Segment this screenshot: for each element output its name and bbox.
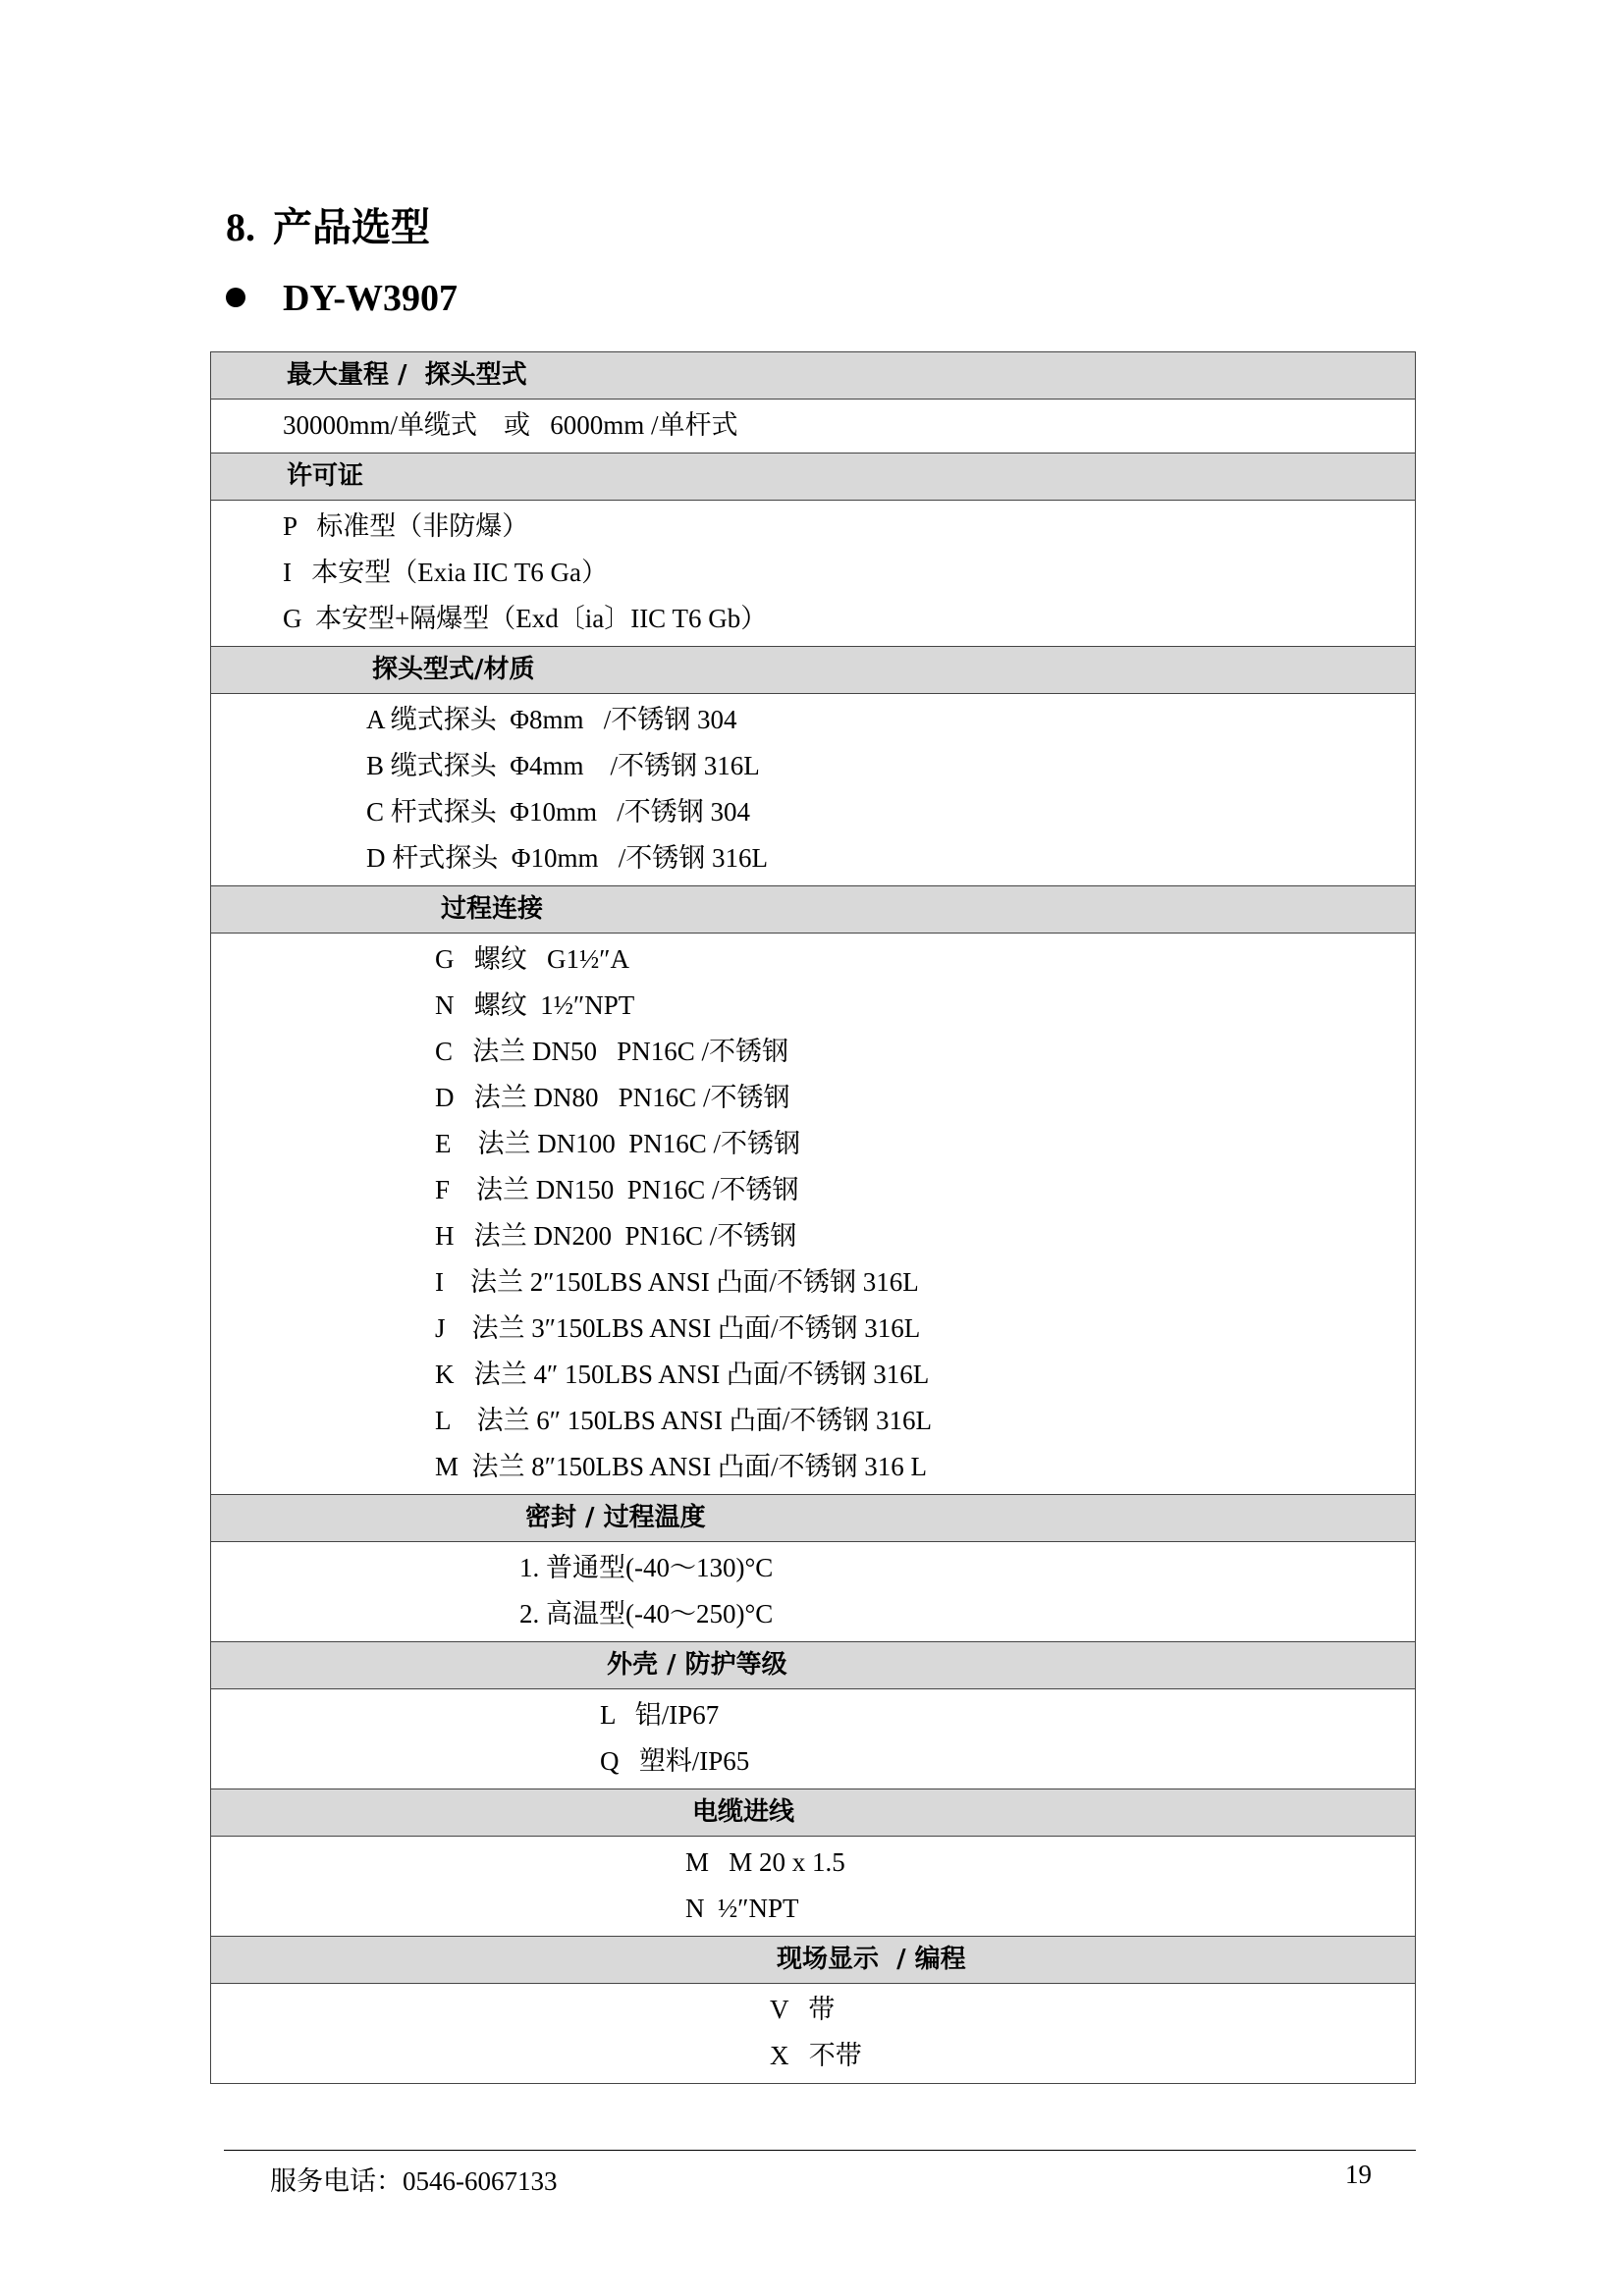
option-item: G 本安型+隔爆型（Exd〔ia〕IIC T6 Gb） — [283, 604, 768, 633]
model-name: DY-W3907 — [283, 278, 459, 319]
section-header-label: 密封 / 过程温度 — [525, 1503, 706, 1532]
section-options-cell — [211, 1837, 1416, 1937]
section-title: 产品选型 — [273, 205, 430, 250]
option-item: Q 塑料/IP65 — [600, 1746, 750, 1776]
option-item: P 标准型（非防爆） — [283, 511, 529, 541]
section-header-row — [211, 352, 1416, 400]
section-options-cell — [211, 694, 1416, 886]
section-options-row — [211, 1689, 1416, 1789]
option-item: L 法兰 6″ 150LBS ANSI 凸面/不锈钢 316L — [435, 1406, 933, 1435]
selection-table — [210, 351, 1416, 2084]
section-header-label: 现场显示 / 编程 — [777, 1945, 966, 1974]
section-options-cell — [211, 1542, 1416, 1642]
section-header-row — [211, 886, 1416, 934]
section-options-row — [211, 1984, 1416, 2084]
section-header-label: 探头型式/材质 — [372, 655, 535, 684]
section-header-cell — [211, 352, 1416, 400]
section-header-row — [211, 1789, 1416, 1837]
section-header-row — [211, 647, 1416, 694]
section-header-cell — [211, 1937, 1416, 1984]
option-item: E 法兰 DN100 PN16C /不锈钢 — [435, 1129, 801, 1158]
section-options-row — [211, 1837, 1416, 1937]
section-header-row — [211, 1937, 1416, 1984]
section-header-label: 电缆进线 — [692, 1797, 795, 1827]
option-item: B 缆式探头 Φ4mm /不锈钢 316L — [366, 751, 760, 780]
section-options-cell — [211, 400, 1416, 454]
option-item: N 螺纹 1½″NPT — [435, 990, 635, 1020]
option-item: L 铝/IP67 — [600, 1700, 720, 1730]
option-item: C 杆式探头 Φ10mm /不锈钢 304 — [366, 797, 750, 827]
section-options-cell — [211, 501, 1416, 647]
section-header-label: 外壳 / 防护等级 — [607, 1650, 787, 1680]
option-item: I 法兰 2″150LBS ANSI 凸面/不锈钢 316L — [435, 1267, 919, 1297]
section-options-row — [211, 501, 1416, 647]
section-header-cell — [211, 1495, 1416, 1542]
option-item: A 缆式探头 Φ8mm /不锈钢 304 — [366, 705, 737, 734]
option-item: 1. 普通型(-40～130)°C — [519, 1553, 774, 1582]
section-number: 8. — [226, 205, 255, 249]
section-header-cell — [211, 886, 1416, 934]
section-header-cell — [211, 1642, 1416, 1689]
section-options-row — [211, 400, 1416, 454]
option-item: I 本安型（Exia IIC T6 Ga） — [283, 558, 608, 587]
option-item: M M 20 x 1.5 — [685, 1847, 845, 1877]
section-header-cell — [211, 647, 1416, 694]
section-options-cell — [211, 934, 1416, 1495]
option-item: J 法兰 3″150LBS ANSI 凸面/不锈钢 316L — [435, 1313, 921, 1343]
option-item: C 法兰 DN50 PN16C /不锈钢 — [435, 1037, 789, 1066]
option-item: V 带 — [770, 1995, 836, 2024]
page-number: 19 — [1345, 2160, 1372, 2189]
section-header-cell — [211, 454, 1416, 501]
section-header-label: 许可证 — [287, 461, 364, 491]
option-item: F 法兰 DN150 PN16C /不锈钢 — [435, 1175, 799, 1204]
bullet-icon — [226, 288, 245, 307]
option-item: 2. 高温型(-40～250)°C — [519, 1599, 774, 1629]
service-phone: 服务电话：0546-6067133 — [270, 2166, 558, 2196]
section-header-row — [211, 1495, 1416, 1542]
option-item: H 法兰 DN200 PN16C /不锈钢 — [435, 1221, 797, 1251]
section-options-row — [211, 694, 1416, 886]
footer-divider — [224, 2150, 1416, 2151]
model-heading — [226, 277, 458, 320]
section-options-cell — [211, 1984, 1416, 2084]
option-item: N ½″NPT — [685, 1894, 799, 1923]
option-item: D 法兰 DN80 PN16C /不锈钢 — [435, 1083, 790, 1112]
section-options-row — [211, 934, 1416, 1495]
option-item: X 不带 — [770, 2041, 862, 2070]
section-header-cell — [211, 1789, 1416, 1837]
section-header-label: 最大量程 / 探头型式 — [287, 360, 527, 390]
section-header-row — [211, 1642, 1416, 1689]
option-item: 30000mm/单缆式 或 6000mm /单杆式 — [283, 410, 738, 440]
section-heading — [226, 196, 430, 252]
section-header-row — [211, 454, 1416, 501]
section-header-label: 过程连接 — [441, 894, 544, 924]
option-item: G 螺纹 G1½″A — [435, 944, 629, 974]
option-item: K 法兰 4″ 150LBS ANSI 凸面/不锈钢 316L — [435, 1360, 930, 1389]
option-item: D 杆式探头 Φ10mm /不锈钢 316L — [366, 843, 768, 873]
option-item: M 法兰 8″150LBS ANSI 凸面/不锈钢 316 L — [435, 1452, 928, 1481]
section-options-row — [211, 1542, 1416, 1642]
section-options-cell — [211, 1689, 1416, 1789]
